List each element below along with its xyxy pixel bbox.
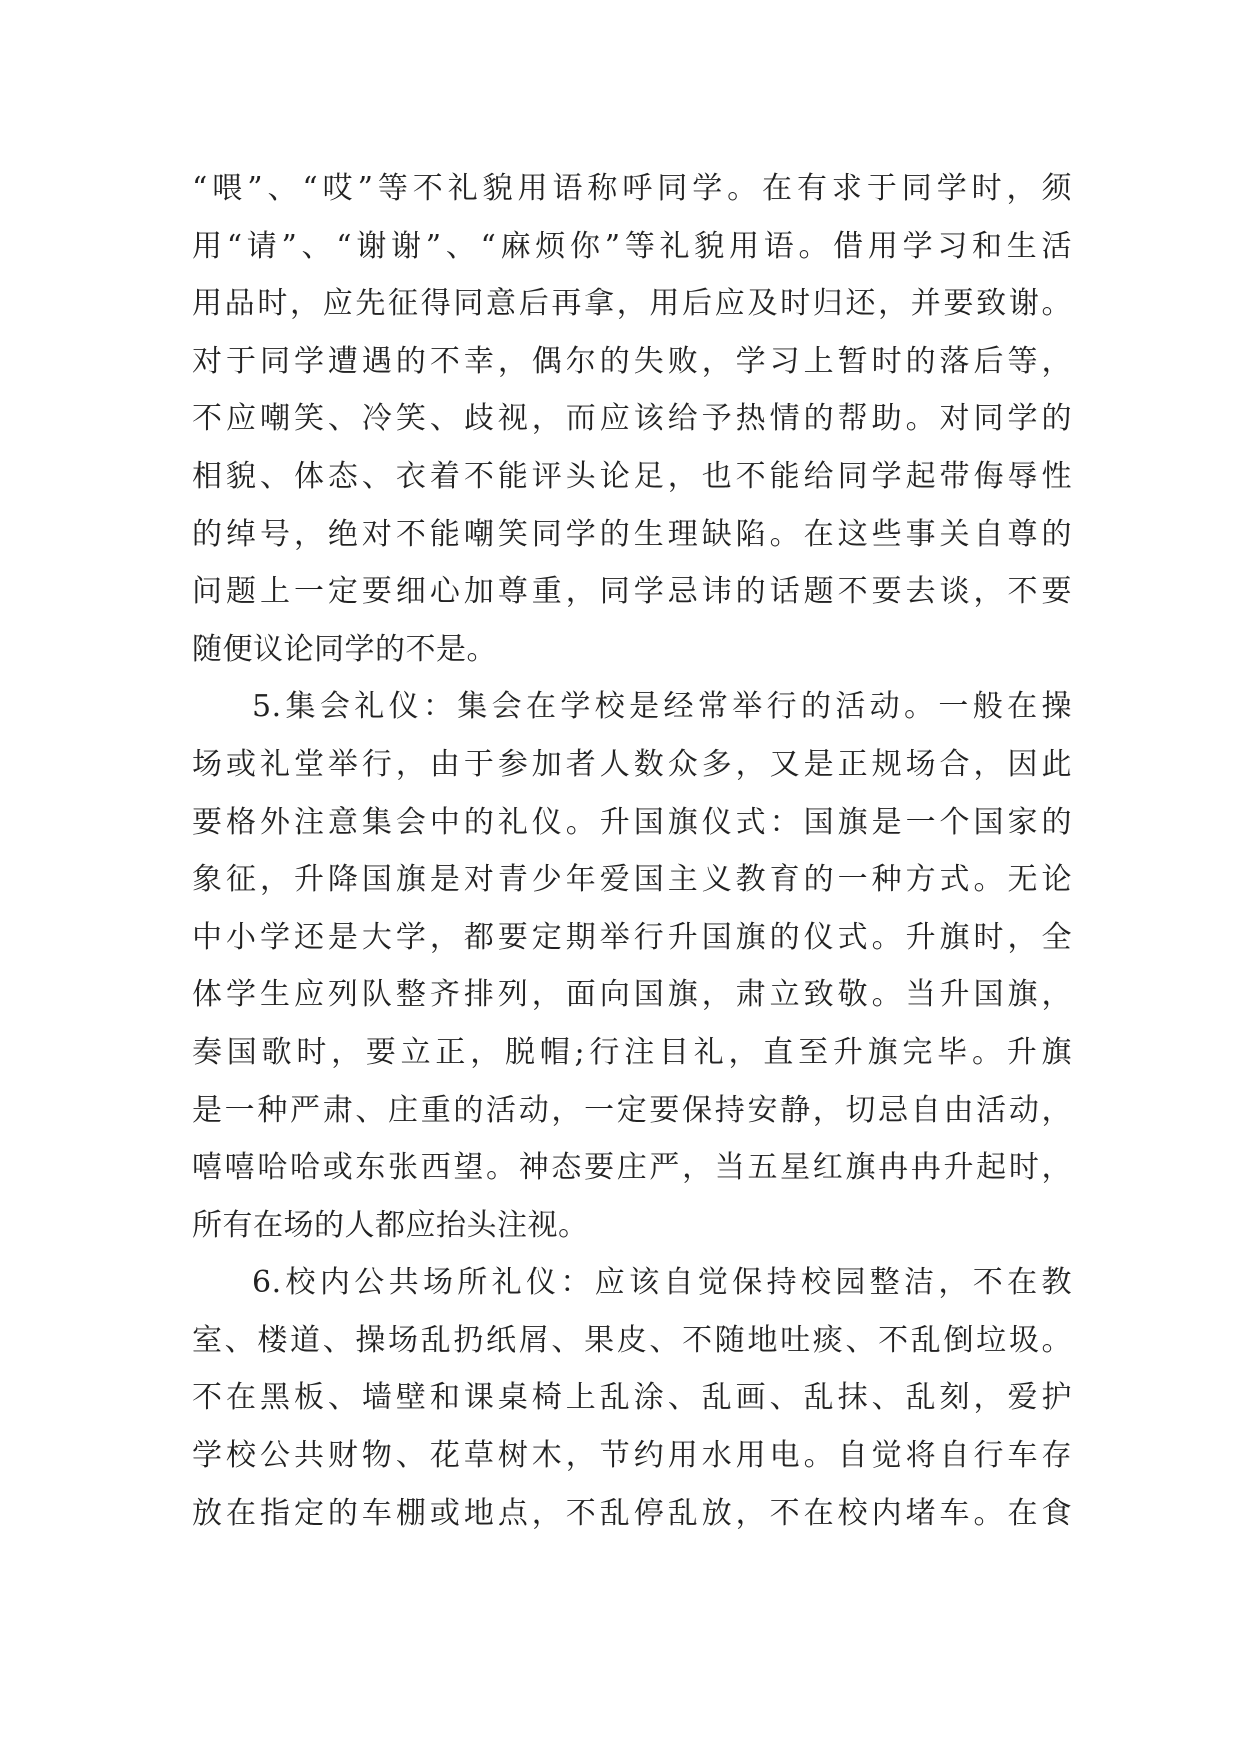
text-line: 体学生应列队整齐排列，面向国旗，肃立致敬。当升国旗， [192, 977, 1072, 1013]
text-line: 所有在场的人都应抬头注视。 [192, 1207, 589, 1243]
paragraph-5-heading-line: 5.集会礼仪：集会在学校是经常举行的活动。一般在操 [252, 689, 1072, 725]
text-line: 不在黑板、墙壁和课桌椅上乱涂、乱画、乱抹、乱刻，爱护 [192, 1380, 1072, 1416]
text-line: 用“请”、“谢谢”、“麻烦你”等礼貌用语。借用学习和生活 [192, 228, 1072, 264]
text-line: 中小学还是大学，都要定期举行升国旗的仪式。升旗时，全 [192, 919, 1072, 955]
paragraph-6-heading-line: 6.校内公共场所礼仪：应该自觉保持校园整洁，不在教 [252, 1265, 1072, 1301]
text-line: 问题上一定要细心加尊重，同学忌讳的话题不要去谈，不要 [192, 574, 1072, 610]
text-line: 场或礼堂举行，由于参加者人数众多，又是正规场合，因此 [192, 746, 1072, 782]
text-line: 的绰号，绝对不能嘲笑同学的生理缺陷。在这些事关自尊的 [192, 516, 1072, 552]
text-line: 要格外注意集会中的礼仪。升国旗仪式：国旗是一个国家的 [192, 804, 1072, 840]
text-line: 用品时，应先征得同意后再拿，用后应及时归还，并要致谢。 [192, 286, 1072, 322]
text-line: 放在指定的车棚或地点，不乱停乱放，不在校内堵车。在食 [192, 1495, 1072, 1531]
text-line: 相貌、体态、衣着不能评头论足，也不能给同学起带侮辱性 [192, 458, 1072, 494]
text-line: 是一种严肃、庄重的活动，一定要保持安静，切忌自由活动， [192, 1092, 1072, 1128]
text-line: 奏国歌时，要立正，脱帽;行注目礼，直至升旗完毕。升旗 [192, 1034, 1072, 1070]
text-line: “喂”、“哎”等不礼貌用语称呼同学。在有求于同学时，须 [192, 171, 1072, 206]
text-line: 室、楼道、操场乱扔纸屑、果皮、不随地吐痰、不乱倒垃圾。 [192, 1322, 1072, 1358]
text-line: 对于同学遭遇的不幸，偶尔的失败，学习上暂时的落后等， [192, 343, 1072, 379]
body-text [192, 160, 1072, 1542]
text-line: 随便议论同学的不是。 [192, 631, 497, 667]
text-line: 不应嘲笑、冷笑、歧视，而应该给予热情的帮助。对同学的 [192, 401, 1072, 437]
text-line: 嘻嘻哈哈或东张西望。神态要庄严，当五星红旗冉冉升起时， [192, 1150, 1072, 1186]
text-line: 学校公共财物、花草树木，节约用水用电。自觉将自行车存 [192, 1438, 1072, 1474]
text-line: 象征，升降国旗是对青少年爱国主义教育的一种方式。无论 [192, 862, 1072, 898]
